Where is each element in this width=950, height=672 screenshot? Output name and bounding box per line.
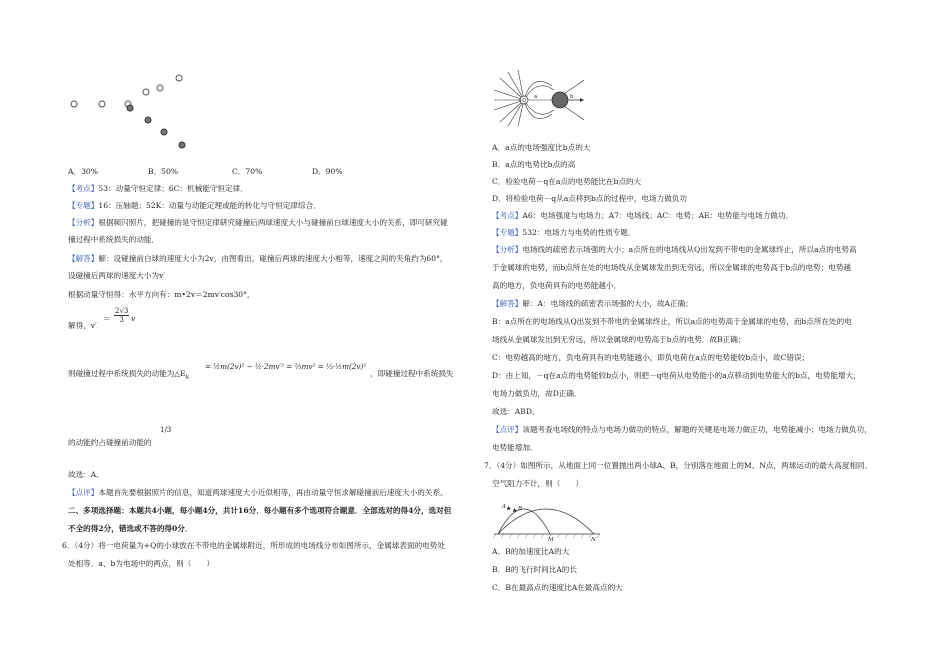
dark-ball-3 xyxy=(161,129,167,135)
q5-jieda-text-1: 解：设碰撞前白球的速度大小为2v，由图看出，碰撞后两球的速度大小相等，速度之间的夹角约为60°， xyxy=(98,254,448,263)
white-ball-6 xyxy=(176,75,182,81)
white-ball-4 xyxy=(143,89,149,95)
q5-kaodian-tag: 【考点】 xyxy=(68,184,99,193)
q5-jieda-4-label: 解得，v′ xyxy=(68,321,97,330)
dark-ball-1 xyxy=(127,105,133,111)
white-ball-5 xyxy=(157,85,163,91)
q6-option-b: B．a点的电势比b点的高 xyxy=(492,160,576,169)
q6-guxuan: 故选：ABD。 xyxy=(492,407,540,416)
q5-jieda-4-eq: ＝ xyxy=(103,314,111,323)
label-a-ball: A xyxy=(502,504,506,510)
q7-option-b: B．B的飞行时间比A的长 xyxy=(492,565,577,574)
q6-zhuanti xyxy=(492,227,636,238)
q6-stem-2: 处相等．a、b为电场中的两点，则（ ） xyxy=(68,559,215,568)
q6-dianping-1 xyxy=(492,424,872,435)
label-b: b xyxy=(570,94,574,100)
q6-option-a: A．a点的电场强度比b点的大 xyxy=(492,143,591,152)
q5-jieda-5-sub: k xyxy=(185,374,190,381)
q6-jieda-tag: 【解答】 xyxy=(492,299,523,308)
projectile-figure xyxy=(492,490,604,542)
q6-jieda-5: D：由上知，－q在a点的电势能较b点小，则把－q电荷从电势能小的a点移动到电势能大的b点，电势能增大， xyxy=(492,371,861,380)
q5-jieda-6-frac: 1/3 xyxy=(160,426,172,434)
q5-option-b: B．50% xyxy=(148,167,179,176)
q5-kaodian xyxy=(68,183,248,194)
q6-zhuanti-tag: 【专题】 xyxy=(492,228,523,237)
q6-zhuanti-text: 532：电场力与电势的性质专题． xyxy=(522,228,636,237)
q6-dianping-2: 电势能增加． xyxy=(492,443,538,452)
section2-heading-2: 不全的得2分，错选或不答的得0分． xyxy=(68,524,193,533)
dark-ball-2 xyxy=(145,117,151,123)
q5-jieda-5 xyxy=(68,368,189,384)
strobe-photo-figure xyxy=(64,70,204,155)
q5-jieda-5-tail: ，即碰撞过程中系统损失 xyxy=(370,369,454,378)
q5-jieda-5-label: 则碰撞过程中系统损失的动能为△E xyxy=(68,369,186,378)
label-m: M xyxy=(548,537,554,542)
q5-jieda-6: 的动能约占碰撞前动能的 xyxy=(68,438,152,447)
q6-kaodian-text: A6：电场强度与电场力；A7：电场线；AC：电势；AE：电势能与电场力做功． xyxy=(522,211,794,220)
label-b-ball: B xyxy=(518,506,523,512)
q6-stem-1: 6．（4分）将一电荷量为+Q的小球放在不带电的金属球附近，所形成的电场线分布如图所示，金属球表面的电势处 xyxy=(62,541,445,550)
white-ball-1 xyxy=(71,101,77,107)
q6-dianping-text-1: 该题考查电场线的特点与电场力做功的特点，解题的关键是电场力做正功，电势能减小；电场力做负功， xyxy=(522,425,872,434)
q5-dianping-tag: 【点评】 xyxy=(68,488,99,497)
q7-option-a: A．B的加速度比A的大 xyxy=(492,547,570,556)
q7-option-c: C．B在最高点的速度比A在最高点的大 xyxy=(492,583,623,592)
q6-dianping-tag: 【点评】 xyxy=(492,425,523,434)
q5-dianping xyxy=(68,487,448,498)
q5-kaodian-text: 53：动量守恒定律；6C：机械能守恒定律． xyxy=(98,184,248,193)
q6-jieda-3: 场线从金属球发出到无穷远，所以金属球的电势高于b点的电势．故B正确； xyxy=(492,335,746,344)
q6-jieda-1 xyxy=(492,298,693,309)
q5-jieda-5-formula: = ½m(2v)² − ½·2mv′² = ⅔mv² = ⅓·½m(2v)² xyxy=(205,362,367,371)
label-q: +Q xyxy=(518,98,527,104)
electric-field-figure xyxy=(492,68,588,126)
q7-stem-2: 空气阻力不计，则（ ） xyxy=(492,479,584,488)
q6-fenxi-text-1: 电场线的疏密表示场强的大小；a点所在的电场线从Q出发到不带电的金属球终止，所以a点的电势高 xyxy=(522,245,857,254)
metal-ball xyxy=(552,92,568,108)
q5-fenxi-tag: 【分析】 xyxy=(68,218,99,227)
q5-fenxi-2: 撞过程中系统损失的动能． xyxy=(68,235,160,244)
q6-jieda-4: C：电势越高的地方，负电荷具有的电势能越小，即负电荷在a点的电势能较b点小，故C错误； xyxy=(492,353,810,362)
q5-frac-num: 2√3 xyxy=(115,307,129,315)
label-n: N xyxy=(591,537,596,542)
q5-jieda-4-frac xyxy=(114,307,129,324)
dark-ball-4 xyxy=(179,142,185,148)
q5-jieda-1 xyxy=(68,253,447,264)
q5-fenxi-1 xyxy=(68,217,448,228)
q5-zhuanti-text: 16：压轴题；52K：动量与动能定理或能的转化与守恒定律综合． xyxy=(98,201,321,210)
q6-option-d: D．将检验电荷－q从a点移到b点的过程中，电场力做负功 xyxy=(492,194,687,203)
q6-fenxi-3: 高的地方，负电荷具有的电势能越小． xyxy=(492,281,622,290)
q6-option-c: C．检验电荷－q在a点的电势能比在b点的大 xyxy=(492,177,642,186)
q6-jieda-6: 电场力做负功，故D正确． xyxy=(492,389,582,398)
q5-jieda-4-v: v xyxy=(131,314,136,323)
q6-jieda-2: B：a点所在的电场线从Q出发到不带电的金属球终止，所以a点的电势高于金属球的电势，而b点所在处的电 xyxy=(492,317,852,326)
q7-stem-1: 7．（4分）如图所示，从地面上同一位置抛出两小球A、B，分别落在地面上的M、N点，两球运动的最大高度相同． xyxy=(484,461,873,470)
q5-frac-den: 3 xyxy=(119,316,124,324)
q5-option-c: C．70% xyxy=(232,167,263,176)
q5-jieda-tag: 【解答】 xyxy=(68,254,99,263)
q5-dianping-text: 本题首先要根据照片的信息，知道两球速度大小近似相等，再由动量守恒求解碰撞前后速度大小的关系。 xyxy=(98,488,448,497)
q5-jieda-2: 设碰撞后两球的速度大小为v′ xyxy=(68,271,166,280)
q5-zhuanti-tag: 【专题】 xyxy=(68,201,99,210)
white-ball-2 xyxy=(99,101,105,107)
label-a: a xyxy=(534,94,538,100)
section2-heading-1: 二、多项选择题：本题共4小题，每小题4分，共计16分．每小题有多个选项符合题意．全部选对的得4分，选对但 xyxy=(68,506,452,515)
q5-guxuan: 故选：A。 xyxy=(68,470,104,479)
q6-fenxi-tag: 【分析】 xyxy=(492,245,523,254)
q6-jieda-text-1: 解：A：电场线的疏密表示场强的大小，故A正确； xyxy=(522,299,693,308)
q6-fenxi-2: 于金属球的电势，而b点所在处的电场线从金属球发出到无穷远，所以金属球的电势高于b点的电势；电势越 xyxy=(492,263,852,272)
q6-kaodian-tag: 【考点】 xyxy=(492,211,523,220)
q5-option-a: A．30% xyxy=(68,167,98,176)
q5-zhuanti xyxy=(68,200,321,211)
q6-fenxi-1 xyxy=(492,244,857,255)
q5-option-d: D．90% xyxy=(312,167,343,176)
q5-fenxi-text-1: 根据频闪照片，把碰撞的是守恒定律研究碰撞后两球速度大小与碰撞前白球速度大小的关系，即可研究碰 xyxy=(98,218,448,227)
q5-jieda-3: 根据动量守恒得：水平方向有：m•2v＝2mv′cos30°， xyxy=(68,290,255,299)
q5-jieda-4 xyxy=(68,320,97,331)
q6-kaodian xyxy=(492,210,793,221)
